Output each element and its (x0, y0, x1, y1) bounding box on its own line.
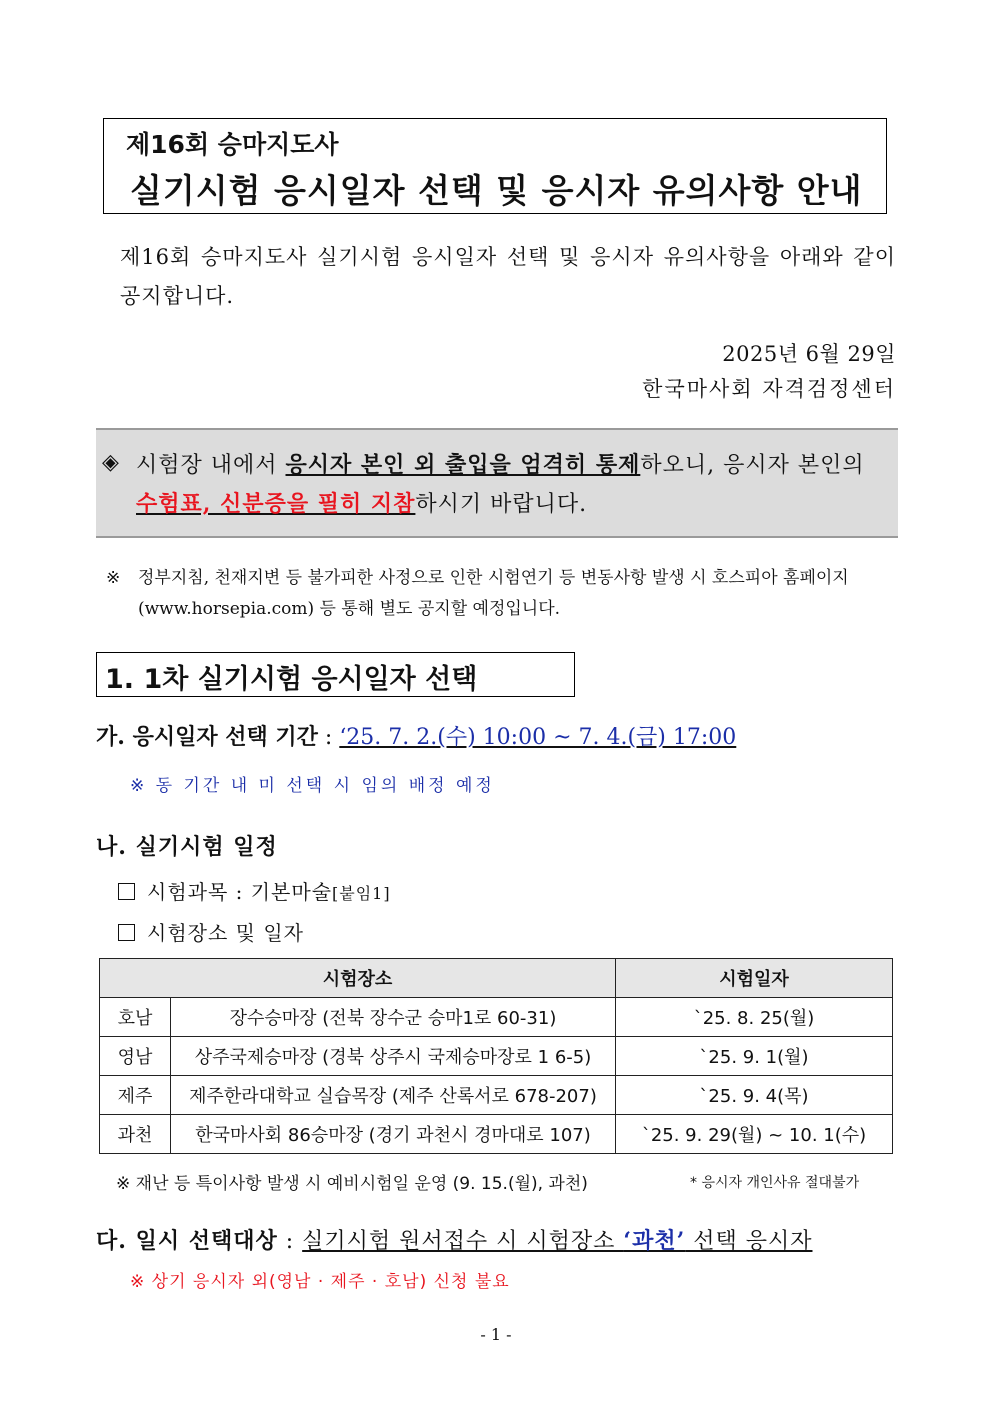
title-box (103, 118, 887, 214)
exam-location-item (118, 917, 304, 946)
table-row (100, 1037, 893, 1076)
selection-period-label: 가. 응시일자 선택 기간 (96, 724, 318, 750)
notice-date: 2025년 6월 29일 (722, 342, 896, 366)
reserve-exam-note: ※ 재난 등 특이사항 발생 시 예비시험일 운영 (9. 15.(월), 과천) (116, 1174, 588, 1194)
temporary-selection-text (302, 1229, 812, 1254)
postponement-note (106, 563, 898, 625)
cell-region: 과천 (100, 1115, 171, 1154)
checkbox-square-icon (118, 924, 135, 941)
selection-period (96, 720, 736, 751)
postponement-note-text: 정부지침, 천재지변 등 불가피한 사정으로 인한 시험연기 등 변동사항 발생 시 호스피아 홈페이지(www.horsepia.com) 등 통해 별도 공지할 예정입니다. (138, 568, 849, 619)
attachment-reference: [붙임1] (332, 884, 391, 903)
reference-mark-icon: ※ (106, 568, 121, 588)
temporary-selection-label: 다. 일시 선택대상 (96, 1228, 278, 1254)
notice-text (136, 446, 894, 524)
cell-date: `25. 9. 29(월) ~ 10. 1(수) (616, 1115, 893, 1154)
header-venue: 시험장소 (100, 959, 616, 998)
cell-region: 호남 (100, 998, 171, 1037)
document-title: 실기시험 응시일자 선택 및 응시자 유의사항 안내 (130, 171, 863, 210)
table-row (100, 998, 893, 1037)
selection-period-note: ※ 동 기간 내 미 선택 시 임의 배정 예정 (130, 776, 495, 796)
notice-part-3: 하오니, 응시자 본인의 (640, 453, 865, 478)
cell-region: 영남 (100, 1037, 171, 1076)
notice-part-5: 하시기 바랍니다. (415, 492, 588, 517)
personal-reason-note: * 응시자 개인사유 절대불가 (690, 1175, 860, 1191)
cell-date: `25. 9. 4(목) (616, 1076, 893, 1115)
notice-emphasis-documents: 수험표, 신분증을 필히 지참 (136, 491, 416, 517)
section-heading-box (96, 652, 575, 697)
selection-period-separator: : (317, 725, 340, 750)
exam-subject-item (118, 876, 391, 905)
table-row (100, 1115, 893, 1154)
organization-name: 한국마사회 자격검정센터 (642, 377, 896, 401)
header-date: 시험일자 (616, 959, 893, 998)
cell-venue: 상주국제승마장 (경북 상주시 국제승마장로 1 6-5) (171, 1037, 616, 1076)
exam-schedule-table (99, 958, 893, 1154)
checkbox-square-icon (118, 883, 135, 900)
page-number: - 1 - (480, 1325, 512, 1344)
section-heading: 1. 1차 실기시험 응시일자 선택 (105, 664, 478, 695)
temporary-selection-text-2: 선택 응시자 (685, 1229, 813, 1254)
cell-venue: 장수승마장 (전북 장수군 승마1로 60-31) (171, 998, 616, 1037)
table-header-row (100, 959, 893, 998)
notice-box (96, 428, 898, 538)
cell-region: 제주 (100, 1076, 171, 1115)
temporary-selection-separator: : (277, 1229, 303, 1254)
temporary-selection-text-1: 실기시험 원서접수 시 시험장소 (302, 1229, 624, 1254)
table-row (100, 1076, 893, 1115)
temporary-selection-venue: ‘과천’ (623, 1228, 686, 1254)
temporary-selection-target (96, 1224, 812, 1255)
notice-emphasis-access: 응시자 본인 외 출입을 엄격히 통제 (285, 452, 641, 478)
intro-paragraph: 제16회 승마지도사 실기시험 응시일자 선택 및 응시자 유의사항을 아래와 같이 공지합니다. (120, 245, 896, 308)
selection-period-value: ‘25. 7. 2.(수) 10:00 ~ 7. 4.(금) 17:00 (339, 725, 737, 750)
notice-part-1: 시험장 내에서 (136, 453, 286, 478)
cell-date: `25. 8. 25(월) (616, 998, 893, 1037)
exam-location-text: 시험장소 및 일자 (147, 921, 304, 945)
cell-venue: 제주한라대학교 실습목장 (제주 산록서로 678-207) (171, 1076, 616, 1115)
temporary-selection-note: ※ 상기 응시자 외(영남 · 제주 · 호남) 신청 불요 (130, 1272, 510, 1292)
diamond-bullet-icon: ◈ (102, 450, 119, 475)
cell-venue: 한국마사회 86승마장 (경기 과천시 경마대로 107) (171, 1115, 616, 1154)
document-subtitle: 제16회 승마지도사 (126, 130, 339, 159)
exam-schedule-heading: 나. 실기시험 일정 (96, 834, 278, 860)
exam-subject-text: 시험과목 : 기본마술 (147, 880, 333, 904)
cell-date: `25. 9. 1(월) (616, 1037, 893, 1076)
